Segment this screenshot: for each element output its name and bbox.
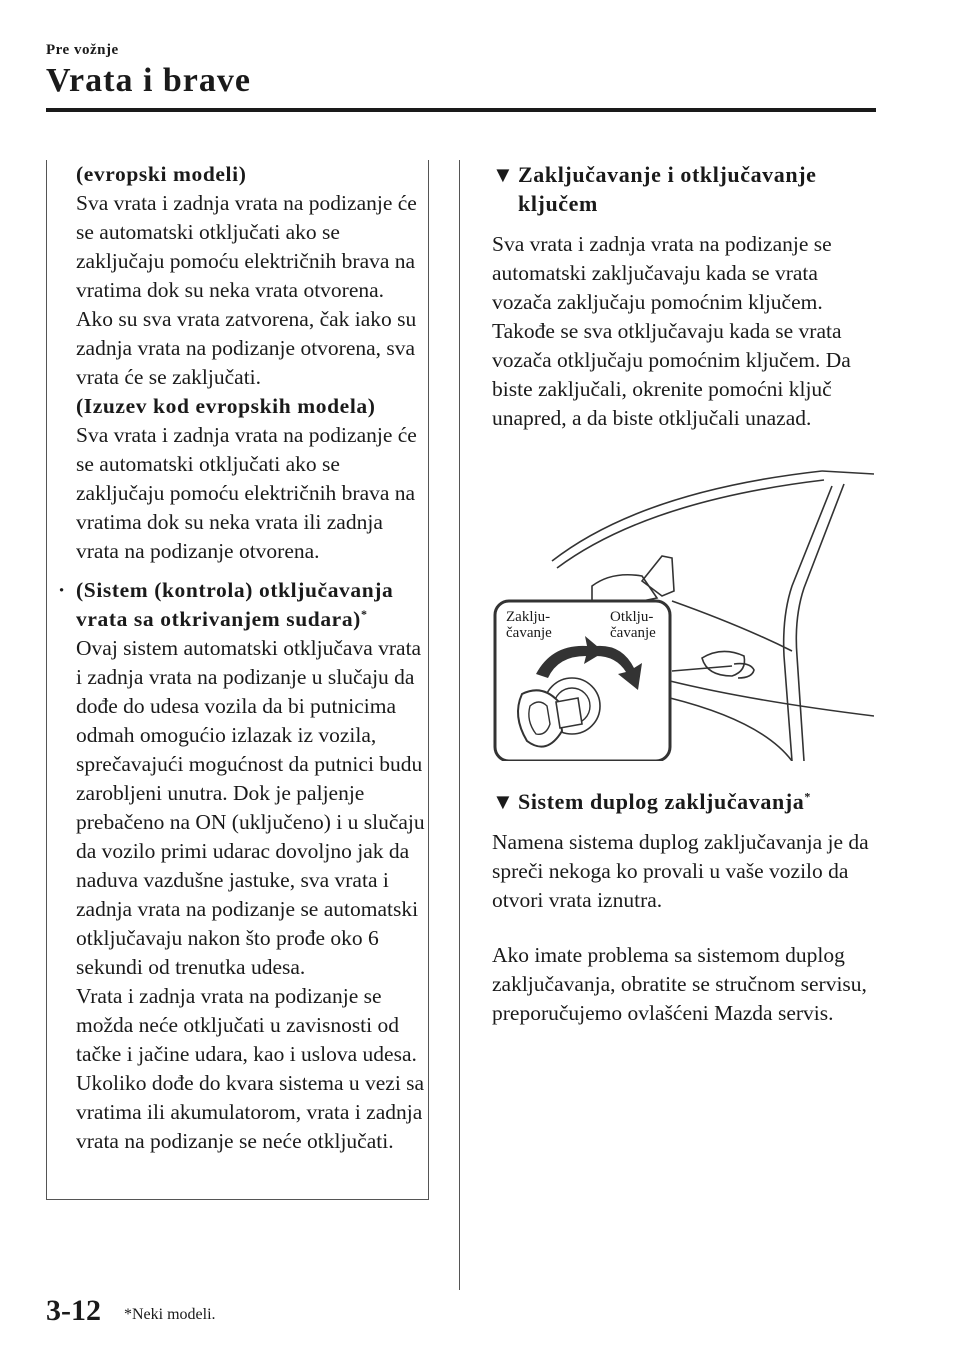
key-lock-text: Sva vrata i zadnja vrata na podizanje se automatski zaključavaju kada se vrata vozača zaključaju pomoćnim ključem. Takođe se sva otključavaju kada se vrata vozača otključaju pomoćnim ključem. Da biste zaključali, okrenite pomoćni ključ unapred, a da biste otključali unazad. bbox=[492, 232, 851, 430]
section-label: Pre vožnje bbox=[46, 42, 119, 58]
key-lock-heading: ▼ Zaključavanje i otključavanje ključem bbox=[492, 162, 817, 216]
page-title: Vrata i brave bbox=[46, 62, 251, 99]
lock-label: Zaklju- čavanje bbox=[506, 609, 552, 641]
non-european-models-heading: (Izuzev kod evropskih modela) bbox=[76, 394, 376, 418]
european-models-text-2: Ako su sva vrata zatvorena, čak iako su zadnja vrata na podizanje otvorena, sva vrata će se zaključati. bbox=[76, 307, 417, 389]
triangle-icon: ▼ bbox=[492, 789, 515, 814]
european-models-heading: (evropski modeli) bbox=[76, 162, 247, 186]
double-lock-service-note: Ako imate problema sa sistemom duplog zaključavanja, obratite se stručnom servisu, preporučujemo ovlašćeni Mazda servis. bbox=[492, 943, 867, 1025]
bullet-mark: · bbox=[58, 578, 66, 602]
european-models-text: Sva vrata i zadnja vrata na podizanje će se automatski otključati ako se zaključaju pomoću električnih brava na vratima dok su neka vrata otvorena. bbox=[76, 191, 417, 302]
page-number: 3-12 bbox=[46, 1294, 101, 1327]
left-column bbox=[58, 160, 426, 1156]
footnote: *Neki modeli. bbox=[124, 1306, 216, 1323]
crash-unlock-heading: · (Sistem (kontrola) otključavanja vrata sa otkrivanjem sudara)* bbox=[58, 578, 394, 631]
asterisk-mark: * bbox=[360, 606, 368, 621]
unlock-label: Otklju- čavanje bbox=[610, 609, 656, 641]
double-lock-text: Namena sistema duplog zaključavanja je da spreči nekoga ko provali u vaše vozilo da otvori vrata iznutra. bbox=[492, 830, 869, 912]
column-divider bbox=[459, 160, 460, 1290]
crash-unlock-note: Vrata i zadnja vrata na podizanje se možda neće otključati u zavisnosti od tačke i jačine udara, kao i uslova udesa. bbox=[76, 984, 417, 1066]
crash-unlock-text: Ovaj sistem automatski otključava vrata i zadnja vrata na podizanje u slučaju da dođe do udesa vozila da bi putnicima odmah omogućio izlazak iz vozila, sprečavajući mogućnost da putnici budu zarobljeni unutra. Dok je paljenje prebačeno na ON (uključeno) i u slučaju da vozilo primi udarac dovoljno jak da naduva vazdušne jastuke, sva vrata i zadnja vrata na podizanje se automatski otključavaju nakon što prođe oko 6 sekundi od trenutka udesa. bbox=[76, 636, 425, 979]
key-lock-illustration bbox=[492, 466, 874, 761]
right-column bbox=[492, 160, 882, 1028]
crash-unlock-fault-note: Ukoliko dođe do kvara sistema u vezi sa vratima ili akumulatorom, vrata i zadnja vrata na podizanje se neće otključati. bbox=[76, 1071, 425, 1153]
header-divider bbox=[46, 108, 876, 112]
asterisk-mark: * bbox=[804, 789, 811, 804]
triangle-icon: ▼ bbox=[492, 162, 515, 187]
double-lock-heading: ▼ Sistem duplog zaključavanja* bbox=[492, 789, 811, 814]
non-european-models-text: Sva vrata i zadnja vrata na podizanje će se automatski otključati ako se zaključaju pomoću električnih brava na vratima dok su neka vrata ili zadnja vrata na podizanje otvorena. bbox=[76, 423, 417, 563]
